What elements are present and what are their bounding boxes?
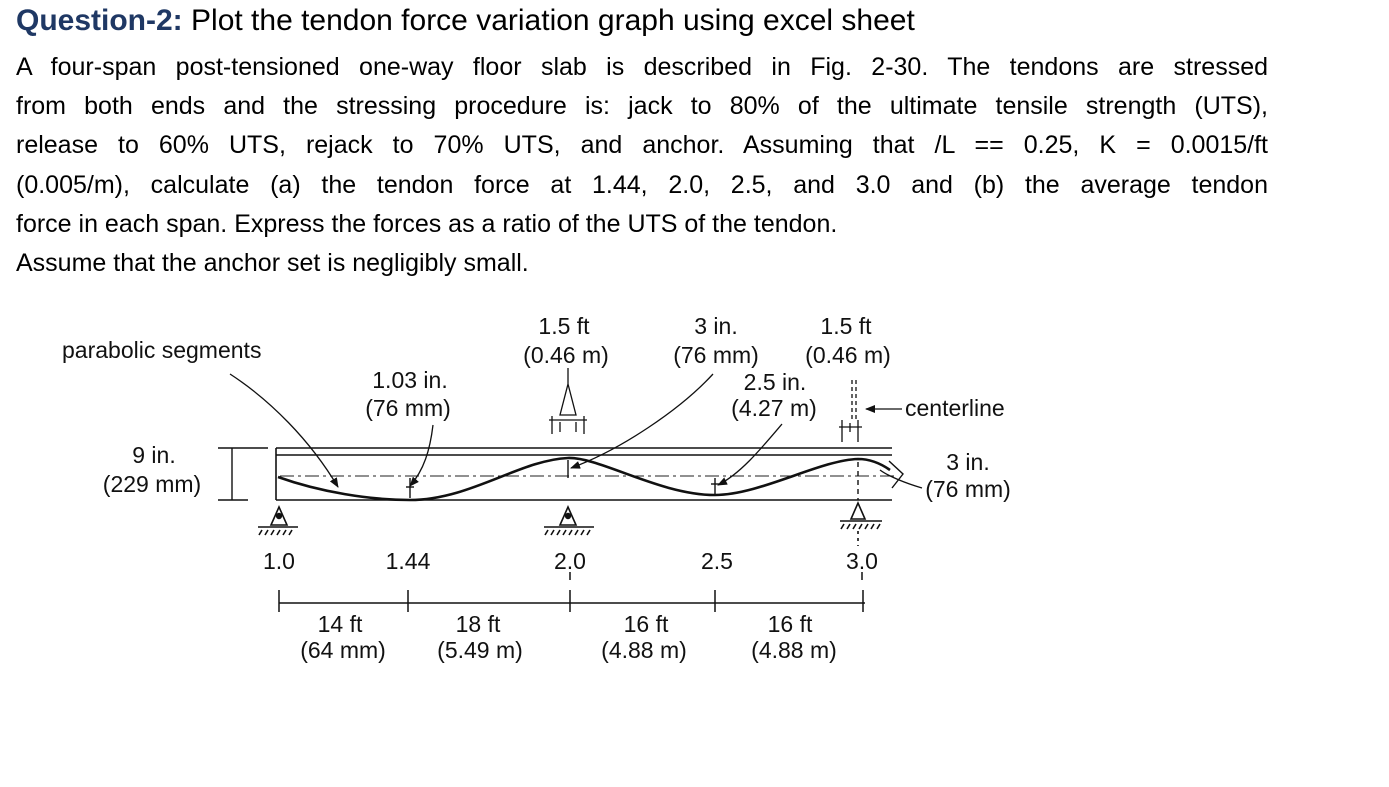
point-label-2-0: 2.0	[554, 548, 586, 574]
tendon-profile	[278, 458, 890, 500]
span-dimension-line	[279, 572, 865, 612]
slab-tendon-figure	[0, 290, 1100, 690]
support-width-dimension-right	[839, 380, 862, 442]
drape-2-label: 2.5 in.	[743, 369, 807, 395]
support-right	[840, 503, 882, 546]
slab-depth-dimension	[218, 448, 268, 500]
problem-line: from both ends and the stressing procedure is: jack to 80% of the ultimate tensile strength (UTS),	[16, 92, 1268, 121]
centerline-label: centerline	[905, 395, 1005, 421]
problem-line: force in each span. Express the forces as a ratio of the UTS of the tendon.	[16, 209, 838, 238]
drape-1-label: 1.03 in.	[372, 367, 448, 393]
support-left	[258, 507, 298, 535]
end-eccentricity-label: 3 in.	[946, 449, 990, 475]
drape-1-si-label: (76 mm)	[365, 395, 451, 421]
question-label: Question-2:	[16, 4, 183, 37]
left-support-width-label: 1.5 ft	[538, 313, 590, 339]
end-eccentricity-bracket	[889, 461, 903, 488]
parabolic-segments-label: parabolic segments	[62, 337, 262, 363]
tendon-point-markers	[406, 460, 858, 500]
drape-2-si-label: (4.27 m)	[731, 395, 817, 421]
point-label-2-5: 2.5	[701, 548, 733, 574]
span-4-si-label: (4.88 m)	[751, 637, 837, 663]
slab-depth-label: 9 in.	[132, 442, 176, 468]
problem-note: Assume that the anchor set is negligibly small.	[16, 249, 529, 278]
high-point-label: 3 in.	[694, 313, 738, 339]
point-label-1-0: 1.0	[263, 548, 295, 574]
support-middle	[544, 507, 594, 535]
span-3-ft-label: 16 ft	[623, 611, 669, 637]
right-support-width-label: 1.5 ft	[820, 313, 872, 339]
high-point-si-label: (76 mm)	[673, 342, 759, 368]
left-support-width-si-label: (0.46 m)	[523, 342, 609, 368]
support-width-dimension-left	[549, 368, 587, 434]
problem-line: (0.005/m), calculate (a) the tendon force at 1.44, 2.0, 2.5, and 3.0 and (b) the average tendon	[16, 170, 1268, 199]
problem-line: A four-span post-tensioned one-way floor slab is described in Fig. 2-30. The tendons are stressed	[16, 53, 1268, 81]
span-4-ft-label: 16 ft	[767, 611, 813, 637]
right-support-width-si-label: (0.46 m)	[805, 342, 891, 368]
problem-statement	[16, 48, 1268, 283]
span-2-ft-label: 18 ft	[455, 611, 501, 637]
question-heading	[16, 2, 915, 40]
span-2-si-label: (5.49 m)	[437, 637, 523, 663]
point-label-3-0: 3.0	[846, 548, 878, 574]
end-eccentricity-si-label: (76 mm)	[925, 476, 1011, 502]
slab-depth-si-label: (229 mm)	[102, 471, 202, 497]
question-title: Plot the tendon force variation graph using excel sheet	[191, 4, 915, 37]
span-1-ft-label: 14 ft	[317, 611, 363, 637]
point-label-1-44: 1.44	[385, 548, 431, 574]
span-1-si-label: (64 mm)	[300, 637, 386, 663]
problem-line: release to 60% UTS, rejack to 70% UTS, and anchor. Assuming that /L == 0.25, K = 0.0015/ft	[16, 131, 1268, 160]
span-3-si-label: (4.88 m)	[601, 637, 687, 663]
